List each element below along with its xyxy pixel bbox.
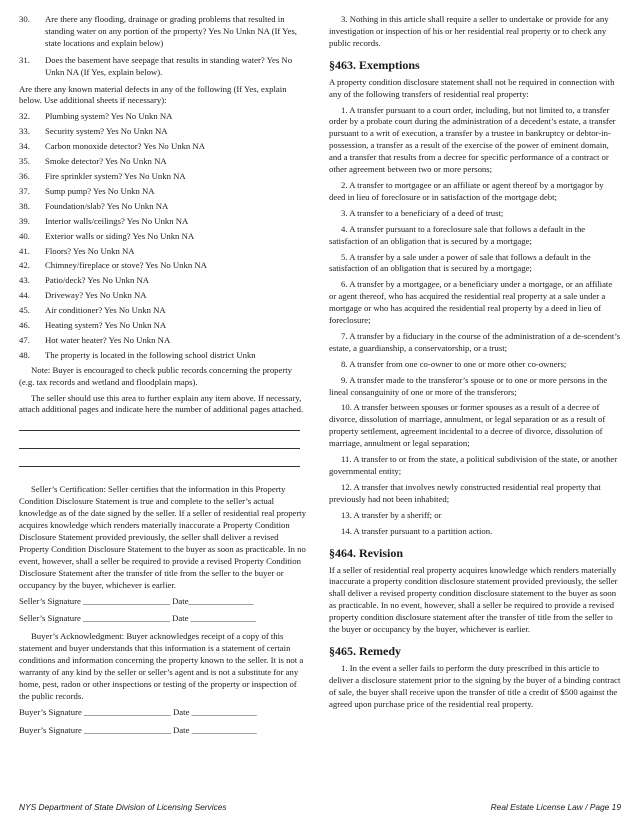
question-text: Exterior walls or siding? Yes No Unkn NA bbox=[45, 230, 195, 241]
buyer-signature-line: Buyer’s Signature ____________________ Date _______________ bbox=[19, 724, 257, 735]
question-list-top bbox=[19, 14, 309, 79]
question-text: Patio/deck? Yes No Unkn NA bbox=[45, 275, 150, 286]
seller-signature-line: Seller’s Signature ____________________ Date _______________ bbox=[19, 613, 256, 624]
exemption-list bbox=[329, 105, 621, 538]
section-465-heading: §465. Remedy bbox=[329, 643, 401, 658]
question-text: Floors? Yes No Unkn NA bbox=[45, 245, 135, 256]
question-number: 46. bbox=[19, 320, 30, 331]
question-text: Carbon monoxide detector? Yes No Unkn NA bbox=[45, 141, 205, 152]
defect-question-item bbox=[19, 335, 309, 347]
defect-question-item bbox=[19, 201, 309, 213]
exemption-item: 12. A transfer that involves newly constructed residential real property that previously had not been inhabited; bbox=[329, 481, 601, 504]
explanation-line[interactable] bbox=[19, 430, 300, 431]
footer-page-number: Real Estate License Law / Page 19 bbox=[490, 802, 621, 812]
question-text: Driveway? Yes No Unkn NA bbox=[45, 290, 147, 301]
defect-question-item bbox=[19, 216, 309, 228]
question-number: 44. bbox=[19, 290, 30, 301]
question-text: The property is located in the following school district Unkn bbox=[45, 349, 256, 360]
article-clause-3: 3. Nothing in this article shall require a seller to undertake or provide for any investigation or inspection of his or her residential real property or to check any public records. bbox=[329, 14, 609, 48]
question-number: 39. bbox=[19, 215, 30, 226]
section-463-heading: §463. Exemptions bbox=[329, 57, 420, 72]
question-number: 38. bbox=[19, 200, 30, 211]
buyer-note: Note: Buyer is encouraged to check public records concerning the property (e.g. tax records and wetland and floodplain maps). bbox=[19, 364, 293, 387]
question-text: Air conditioner? Yes No Unkn NA bbox=[45, 305, 166, 316]
defect-question-item bbox=[19, 111, 309, 123]
left-column bbox=[19, 14, 309, 743]
defect-question-item bbox=[19, 275, 309, 287]
section-464-heading: §464. Revision bbox=[329, 545, 404, 560]
exemption-item: 6. A transfer by a mortgagee, or a beneficiary under a mortgage, or an affiliate or agent thereof, who has acquired the residential real property at a sale under a mortgage or who has acquired the residential real property by a deed in lieu of foreclosure; bbox=[329, 279, 613, 326]
seller-certification: Seller’s Certification: Seller certifies that the information in this Property Condition Disclosure Statement is true and complete to the seller’s actual knowledge as of the date signed by the seller. If a seller of residential real property acquires knowledge which renders materially inaccurate a Property Condition Disclosure Statement provided previously, the seller shall deliver a revised Property Condition Disclosure Statement to the buyer as soon as practicable. In no event, however, shall a seller be required to provide a revised Property Condition Disclosure Statement after the transfer of title from the seller to the buyer or occupancy by the buyer, whichever is earlier. bbox=[19, 484, 307, 590]
exemption-item: 1. A transfer pursuant to a court order, including, but not limited to, a transfer order by a probate court during the administration of a decedent’s estate, a transfer pursuant to a writ of execution, a transfer by a trustee in bankruptcy or debtor-in-possession, a transfer as a result of the exercise of the power of eminent domain, and a transfer that results from a decree for specific performance of a contract or other agreement between two or more persons; bbox=[329, 104, 616, 175]
defect-question-item bbox=[19, 246, 309, 258]
exemption-item: 4. A transfer pursuant to a foreclosure sale that follows a default in the satisfaction of an obligation that is secured by a mortgage; bbox=[329, 223, 586, 246]
defect-question-item bbox=[19, 260, 309, 272]
defect-question-item bbox=[19, 156, 309, 168]
question-number: 35. bbox=[19, 156, 30, 167]
question-number: 45. bbox=[19, 305, 30, 316]
exemption-item: 5. A transfer by a sale under a power of sale that follows a default in the satisfaction of an obligation that is secured by a mortgage; bbox=[329, 251, 591, 274]
exemption-item: 3. A transfer to a beneficiary of a deed of trust; bbox=[341, 207, 504, 218]
question-number: 43. bbox=[19, 275, 30, 286]
explanation-lines bbox=[19, 430, 309, 467]
right-column bbox=[329, 14, 621, 715]
defect-question-list bbox=[19, 111, 309, 361]
footer-agency: NYS Department of State Division of Licensing Services bbox=[19, 802, 227, 812]
exemption-item: 14. A transfer pursuant to a partition action. bbox=[341, 525, 493, 536]
question-text: Sump pump? Yes No Unkn NA bbox=[45, 185, 155, 196]
defect-question-item bbox=[19, 171, 309, 183]
seller-signature-line: Seller’s Signature ____________________ Date_______________ bbox=[19, 595, 254, 606]
defect-question-item bbox=[19, 141, 309, 153]
question-number: 48. bbox=[19, 349, 30, 360]
question-item bbox=[19, 55, 309, 79]
question-number: 30. bbox=[19, 14, 30, 24]
defect-question-item bbox=[19, 320, 309, 332]
exemption-item: 2. A transfer to mortgagee or an affiliate or agent thereof by a mortgagor by deed in lieu of foreclosure or in satisfaction of the mortgage debt; bbox=[329, 179, 604, 202]
question-text: Interior walls/ceilings? Yes No Unkn NA bbox=[45, 215, 189, 226]
defect-question-item bbox=[19, 231, 309, 243]
question-text: Plumbing system? Yes No Unkn NA bbox=[45, 111, 173, 122]
defect-question-item bbox=[19, 350, 309, 362]
exemption-item: 11. A transfer to or from the state, a political subdivision of the state, or another governmental entity; bbox=[329, 454, 618, 476]
section-464-text: If a seller of residential real property acquires knowledge which renders materially inaccurate a property condition disclosure statement provided previously, the seller shall deliver a revised property condition disclosure statement to the buyer as soon as practicable. In no event, however, shall a seller be required to provide a revised property condition disclosure statement after the transfer of title from the seller to the buyer or occupancy by the buyer, whichever is earlier. bbox=[329, 564, 618, 635]
question-item bbox=[19, 14, 309, 50]
exemption-item: 9. A transfer made to the transferor’s spouse or to one or more persons in the lineal consanguinity of one or more of the transferors; bbox=[329, 374, 608, 397]
question-number: 32. bbox=[19, 111, 30, 122]
defect-question-item bbox=[19, 290, 309, 302]
defect-question-item bbox=[19, 186, 309, 198]
question-number: 34. bbox=[19, 141, 30, 152]
explain-instructions: The seller should use this area to further explain any item above. If necessary, attach additional pages and indicate here the number of additional pages attached. bbox=[19, 392, 304, 415]
section-463-intro: A property condition disclosure statement shall not be required in connection with any of the following transfers of residential real property: bbox=[329, 76, 615, 99]
question-text: Security system? Yes No Unkn NA bbox=[45, 126, 168, 137]
section-465-text: 1. In the event a seller fails to perform the duty prescribed in this article to deliver a disclosure statement prior to the signing by the buyer of a binding contract of sale, the buyer shall receive upon the transfer of title a credit of $500 against the agreed upon purchase price of the residential real property. bbox=[329, 662, 621, 709]
question-text: Foundation/slab? Yes No Unkn NA bbox=[45, 200, 169, 211]
page-footer bbox=[19, 802, 621, 812]
question-number: 47. bbox=[19, 334, 30, 345]
buyer-acknowledgment: Buyer’s Acknowledgment: Buyer acknowledges receipt of a copy of this statement and buyer understands that this information is a statement of certain conditions and information concerning the property known to the seller. It is not a warranty of any kind by the seller or seller’s agent and is not a substitute for any home, pest, radon or other inspections or testing of the property or inspection of the public records. bbox=[19, 631, 304, 701]
question-number: 42. bbox=[19, 260, 30, 271]
exemption-item: 7. A transfer by a fiduciary in the course of the administration of a de-scendent’s estate, a guardianship, a conservatorship, or a trust; bbox=[329, 330, 621, 353]
question-number: 31. bbox=[19, 54, 30, 65]
question-text: Heating system? Yes No Unkn NA bbox=[45, 320, 167, 331]
question-text: Are there any flooding, drainage or grading problems that resulted in standing water on any portion of the property? Yes No Unkn NA (If Yes, state locations and explain below) bbox=[45, 14, 297, 48]
defects-intro: Are there any known material defects in any of the following (If Yes, explain below. Use additional sheets if necessary): bbox=[19, 83, 287, 106]
question-number: 33. bbox=[19, 126, 30, 137]
question-number: 37. bbox=[19, 185, 30, 196]
question-number: 40. bbox=[19, 230, 30, 241]
question-text: Does the basement have seepage that results in standing water? Yes No Unkn NA (If Yes, explain below). bbox=[45, 54, 293, 77]
defect-question-item bbox=[19, 305, 309, 317]
exemption-item: 10. A transfer between spouses or former spouses as a result of a decree of divorce, dissolution of marriage, annulment, or legal separation or as a result of property settlement, agreement incidental to a decree of divorce, dissolution of marriage, annulment or legal separation; bbox=[329, 402, 606, 449]
exemption-item: 13. A transfer by a sheriff; or bbox=[341, 509, 442, 520]
question-text: Smoke detector? Yes No Unkn NA bbox=[45, 156, 167, 167]
question-text: Hot water heater? Yes No Unkn NA bbox=[45, 334, 171, 345]
explanation-line[interactable] bbox=[19, 448, 300, 449]
defect-question-item bbox=[19, 126, 309, 138]
question-text: Fire sprinkler system? Yes No Unkn NA bbox=[45, 170, 186, 181]
question-text: Chimney/fireplace or stove? Yes No Unkn NA bbox=[45, 260, 207, 271]
buyer-signature-line: Buyer’s Signature ____________________ Date _______________ bbox=[19, 706, 257, 717]
question-number: 36. bbox=[19, 170, 30, 181]
question-number: 41. bbox=[19, 245, 30, 256]
exemption-item: 8. A transfer from one co-owner to one or more other co-owners; bbox=[341, 358, 567, 369]
explanation-line[interactable] bbox=[19, 466, 300, 467]
